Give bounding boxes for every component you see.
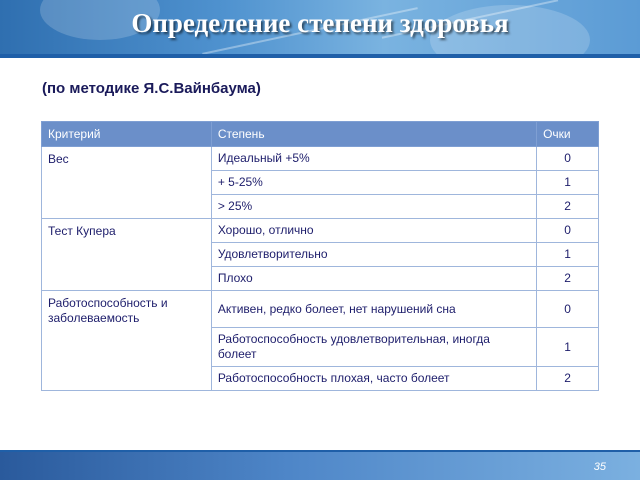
header-points: Очки: [537, 122, 599, 147]
points-cell: 1: [537, 171, 599, 195]
degree-cell: Работоспособность удовлетворительная, иногда болеет: [211, 328, 536, 367]
degree-cell: Хорошо, отлично: [211, 219, 536, 243]
points-cell: 1: [537, 328, 599, 367]
table-header-row: [42, 122, 599, 147]
degree-cell: Плохо: [211, 267, 536, 291]
title-banner: [0, 0, 640, 54]
criterion-cell: Работоспособность и заболеваемость: [42, 291, 212, 391]
degree-cell: > 25%: [211, 195, 536, 219]
points-cell: 1: [537, 243, 599, 267]
points-cell: 0: [537, 291, 599, 328]
degree-cell: Работоспособность плохая, часто болеет: [211, 367, 536, 391]
degree-cell: Идеальный +5%: [211, 147, 536, 171]
health-table: [41, 121, 599, 391]
header-criterion: Критерий: [42, 122, 212, 147]
points-cell: 2: [537, 267, 599, 291]
footer-bar: [0, 452, 640, 480]
header-divider: [0, 54, 640, 58]
table-row: [42, 147, 599, 171]
header-degree: Степень: [211, 122, 536, 147]
points-cell: 0: [537, 147, 599, 171]
page-number: 35: [593, 461, 606, 473]
criterion-cell: Тест Купера: [42, 219, 212, 291]
table-row: [42, 219, 599, 243]
table-row: [42, 291, 599, 328]
slide-title: Определение степени здоровья: [131, 8, 509, 38]
points-cell: 2: [537, 367, 599, 391]
degree-cell: Активен, редко болеет, нет нарушений сна: [211, 291, 536, 328]
points-cell: 0: [537, 219, 599, 243]
degree-cell: Удовлетворительно: [211, 243, 536, 267]
points-cell: 2: [537, 195, 599, 219]
slide-subtitle: (по методике Я.С.Вайнбаума): [42, 80, 261, 97]
criterion-cell: Вес: [42, 147, 212, 219]
degree-cell: + 5-25%: [211, 171, 536, 195]
